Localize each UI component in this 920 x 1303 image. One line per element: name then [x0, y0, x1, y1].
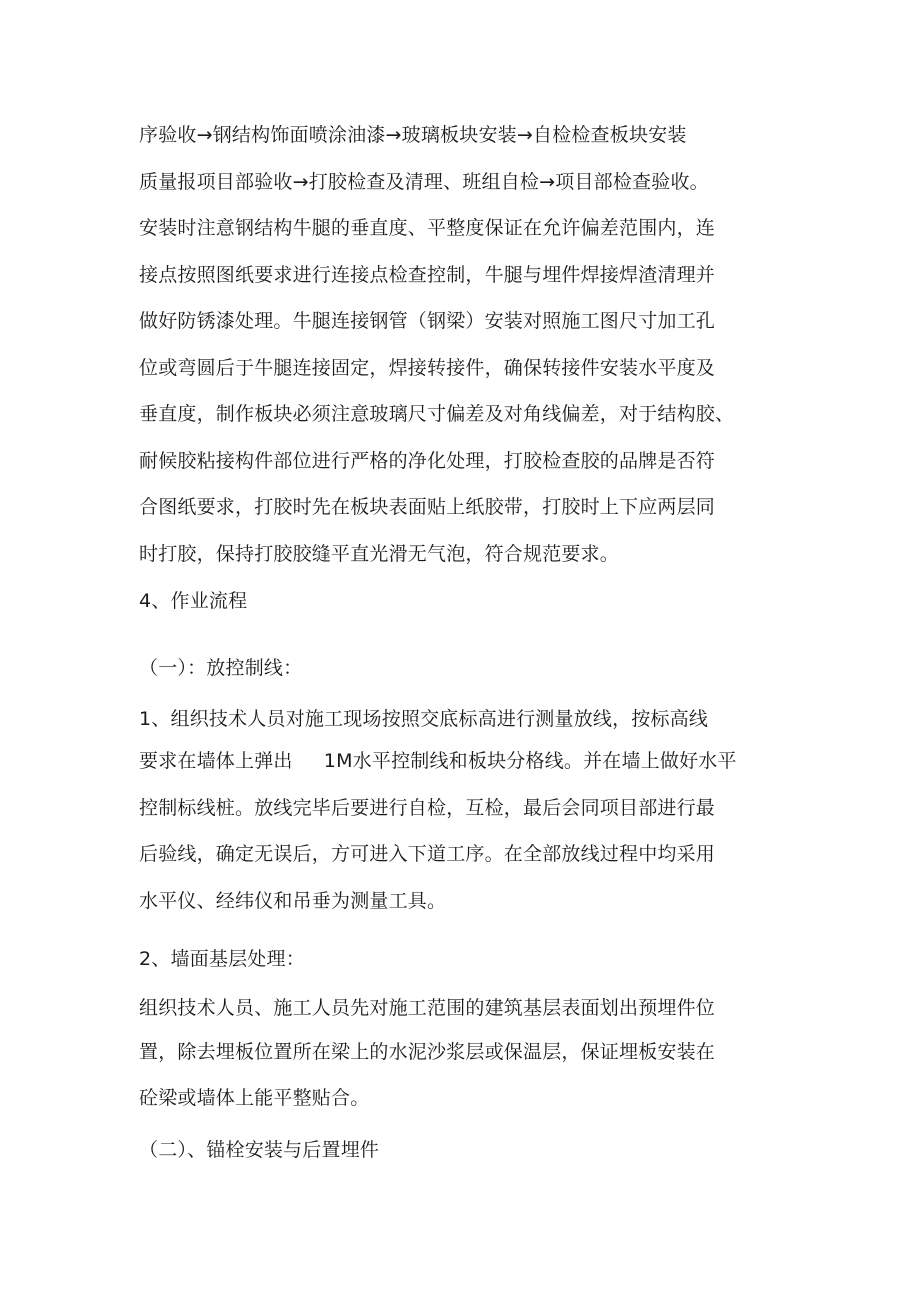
text-line: 垂直度，制作板块必须注意玻璃尺寸偏差及对角线偏差，对于结构胶、	[139, 403, 735, 425]
text-line: 要求在墙体上弹出 1M水平控制线和板块分格线。并在墙上做好水平	[139, 750, 737, 772]
text-line: 序验收→钢结构饰面喷涂油漆→玻璃板块安装→自检检查板块安装	[139, 124, 687, 146]
text-line: 接点按照图纸要求进行连接点检查控制，牛腿与埋件焊接焊渣清理并	[139, 264, 716, 286]
section-heading: 2、墙面基层处理：	[139, 948, 305, 970]
text-line: 控制标线桩。放线完毕后要进行自检，互检，最后会同项目部进行最	[139, 797, 716, 819]
text-line: 砼梁或墙体上能平整贴合。	[139, 1087, 370, 1109]
text-line: 组织技术人员、施工人员先对施工范围的建筑基层表面划出预埋件位	[139, 997, 716, 1019]
text-line: 置，除去埋板位置所在梁上的水泥沙浆层或保温层，保证埋板安装在	[139, 1041, 716, 1063]
text-line: 时打胶，保持打胶胶缝平直光滑无气泡，符合规范要求。	[139, 543, 620, 565]
text-line: 做好防锈漆处理。牛腿连接钢管（钢梁）安装对照施工图尺寸加工孔	[139, 310, 716, 332]
text-line: 水平仪、经纬仪和吊垂为测量工具。	[139, 890, 447, 912]
text-line: 1、组织技术人员对施工现场按照交底标高进行测量放线，按标高线	[139, 708, 709, 730]
text-line: 合图纸要求，打胶时先在板块表面贴上纸胶带，打胶时上下应两层同	[139, 496, 716, 518]
text-line: 后验线，确定无误后，方可进入下道工序。在全部放线过程中均采用	[139, 843, 716, 865]
subsection-heading: （一）：放控制线：	[139, 657, 303, 679]
text-line: 耐候胶粘接构件部位进行严格的净化处理，打胶检查胶的品牌是否符	[139, 450, 716, 472]
section-heading: 4、作业流程	[139, 590, 248, 612]
text-line: 位或弯圆后于牛腿连接固定，焊接转接件，确保转接件安装水平度及	[139, 357, 716, 379]
text-line: 质量报项目部验收→打胶检查及清理、班组自检→项目部检查验收。	[139, 171, 709, 193]
subsection-heading: （二）、锚栓安装与后置埋件	[139, 1139, 380, 1161]
text-line: 安装时注意钢结构牛腿的垂直度、平整度保证在允许偏差范围内，连	[139, 217, 716, 239]
